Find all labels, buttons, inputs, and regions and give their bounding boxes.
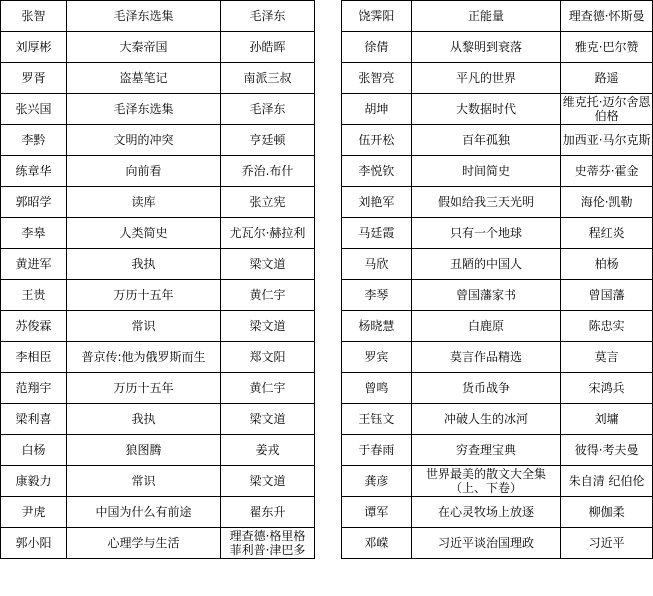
book-title-cell: 万历十五年 xyxy=(67,373,221,404)
table-row xyxy=(342,497,653,528)
book-title-cell: 世界最美的散文大全集（上、下卷） xyxy=(411,466,561,497)
author-cell: 黄仁宇 xyxy=(221,373,315,404)
book-title-cell: 大秦帝国 xyxy=(67,32,221,63)
book-title-cell: 大数据时代 xyxy=(411,94,561,125)
author-cell: 柏杨 xyxy=(561,249,653,280)
reader-name-cell: 罗胥 xyxy=(1,63,67,94)
book-title-cell: 毛泽东选集 xyxy=(67,94,221,125)
reader-name-cell: 刘艳军 xyxy=(342,187,412,218)
author-cell: 海伦·凯勒 xyxy=(561,187,653,218)
reader-name-cell: 罗宾 xyxy=(342,342,412,373)
table-row xyxy=(342,63,653,94)
book-title-cell: 货币战争 xyxy=(411,373,561,404)
reader-name-cell: 李琴 xyxy=(342,280,412,311)
book-title-cell: 从黎明到衰落 xyxy=(411,32,561,63)
table-row xyxy=(1,218,315,249)
reader-name-cell: 李黔 xyxy=(1,125,67,156)
author-cell: 毛泽东 xyxy=(221,1,315,32)
author-cell: 孙皓晖 xyxy=(221,32,315,63)
table-row xyxy=(1,404,315,435)
table-row xyxy=(342,342,653,373)
author-cell: 郑文阳 xyxy=(221,342,315,373)
reader-name-cell: 饶霁阳 xyxy=(342,1,412,32)
book-title-cell: 心理学与生活 xyxy=(67,528,221,559)
table-row xyxy=(342,373,653,404)
author-cell: 亨廷顿 xyxy=(221,125,315,156)
book-title-cell: 狼图腾 xyxy=(67,435,221,466)
book-title-cell: 正能量 xyxy=(411,1,561,32)
author-cell: 刘墉 xyxy=(561,404,653,435)
author-cell: 翟东升 xyxy=(221,497,315,528)
table-row xyxy=(1,32,315,63)
reader-name-cell: 马欣 xyxy=(342,249,412,280)
reader-name-cell: 张兴国 xyxy=(1,94,67,125)
reader-name-cell: 张智 xyxy=(1,1,67,32)
table-row xyxy=(1,466,315,497)
reader-name-cell: 苏俊霖 xyxy=(1,311,67,342)
reader-name-cell: 李悦钦 xyxy=(342,156,412,187)
book-title-cell: 只有一个地球 xyxy=(411,218,561,249)
reader-name-cell: 练章华 xyxy=(1,156,67,187)
author-cell: 朱自清 纪伯伦 xyxy=(561,466,653,497)
book-title-cell: 万历十五年 xyxy=(67,280,221,311)
author-cell: 路遥 xyxy=(561,63,653,94)
author-cell: 程红炎 xyxy=(561,218,653,249)
table-row xyxy=(342,1,653,32)
author-cell: 张立宪 xyxy=(221,187,315,218)
table-row xyxy=(1,156,315,187)
table-row xyxy=(342,404,653,435)
table-row xyxy=(1,497,315,528)
author-cell: 曾国藩 xyxy=(561,280,653,311)
table-row xyxy=(342,218,653,249)
author-cell: 梁文道 xyxy=(221,311,315,342)
table-row xyxy=(342,528,653,559)
reader-name-cell: 王钰文 xyxy=(342,404,412,435)
book-title-cell: 我执 xyxy=(67,404,221,435)
table-row xyxy=(1,373,315,404)
book-title-cell: 莫言作品精选 xyxy=(411,342,561,373)
table-row xyxy=(1,94,315,125)
table-row xyxy=(342,311,653,342)
reader-name-cell: 范翔宇 xyxy=(1,373,67,404)
table-row xyxy=(1,249,315,280)
book-title-cell: 常识 xyxy=(67,466,221,497)
book-title-cell: 常识 xyxy=(67,311,221,342)
table-row xyxy=(342,466,653,497)
author-cell: 彼得·考夫曼 xyxy=(561,435,653,466)
table-row xyxy=(1,280,315,311)
author-cell: 尤瓦尔·赫拉利 xyxy=(221,218,315,249)
reader-name-cell: 张智亮 xyxy=(342,63,412,94)
author-cell: 毛泽东 xyxy=(221,94,315,125)
book-title-cell: 在心灵牧场上放逐 xyxy=(411,497,561,528)
table-row xyxy=(1,125,315,156)
table-row xyxy=(342,280,653,311)
author-cell: 史蒂芬·霍金 xyxy=(561,156,653,187)
author-cell: 理查德·怀斯曼 xyxy=(561,1,653,32)
book-title-cell: 平凡的世界 xyxy=(411,63,561,94)
reader-name-cell: 邓嵘 xyxy=(342,528,412,559)
book-title-cell: 盗墓笔记 xyxy=(67,63,221,94)
table-row xyxy=(1,435,315,466)
table-row xyxy=(342,125,653,156)
author-cell: 理查德·格里格 菲利普·津巴多 xyxy=(221,528,315,559)
book-title-cell: 向前看 xyxy=(67,156,221,187)
author-cell: 乔治.布什 xyxy=(221,156,315,187)
author-cell: 梁文道 xyxy=(221,466,315,497)
reader-name-cell: 曾鸣 xyxy=(342,373,412,404)
table-row xyxy=(342,94,653,125)
book-title-cell: 曾国藩家书 xyxy=(411,280,561,311)
reading-list-table-right xyxy=(341,0,653,559)
reader-name-cell: 黄进军 xyxy=(1,249,67,280)
reader-name-cell: 梁利喜 xyxy=(1,404,67,435)
table-row xyxy=(1,342,315,373)
reader-name-cell: 伍开松 xyxy=(342,125,412,156)
reader-name-cell: 于春雨 xyxy=(342,435,412,466)
reader-name-cell: 龚彦 xyxy=(342,466,412,497)
author-cell: 梁文道 xyxy=(221,404,315,435)
author-cell: 黄仁宇 xyxy=(221,280,315,311)
table-row xyxy=(1,187,315,218)
table-row xyxy=(342,156,653,187)
book-title-cell: 我执 xyxy=(67,249,221,280)
book-title-cell: 读库 xyxy=(67,187,221,218)
author-cell: 柳伽柔 xyxy=(561,497,653,528)
author-cell: 梁文道 xyxy=(221,249,315,280)
reader-name-cell: 马廷霞 xyxy=(342,218,412,249)
author-cell: 南派三叔 xyxy=(221,63,315,94)
book-title-cell: 人类简史 xyxy=(67,218,221,249)
reader-name-cell: 郭小阳 xyxy=(1,528,67,559)
reader-name-cell: 尹虎 xyxy=(1,497,67,528)
reader-name-cell: 刘厚彬 xyxy=(1,32,67,63)
table-row xyxy=(342,435,653,466)
book-title-cell: 冲破人生的冰河 xyxy=(411,404,561,435)
author-cell: 习近平 xyxy=(561,528,653,559)
table-row xyxy=(342,249,653,280)
author-cell: 维克托·迈尔舍恩伯格 xyxy=(562,95,651,123)
author-cell: 姜戎 xyxy=(221,435,315,466)
reader-name-cell: 胡坤 xyxy=(342,94,412,125)
table-row xyxy=(1,1,315,32)
book-title-cell: 假如给我三天光明 xyxy=(411,187,561,218)
book-title-cell: 习近平谈治国理政 xyxy=(411,528,561,559)
table-row xyxy=(342,32,653,63)
book-title-cell: 穷查理宝典 xyxy=(411,435,561,466)
reader-name-cell: 杨晓慧 xyxy=(342,311,412,342)
table-row xyxy=(1,528,315,559)
table-row xyxy=(1,311,315,342)
reader-name-cell: 徐倩 xyxy=(342,32,412,63)
book-title-cell: 百年孤独 xyxy=(411,125,561,156)
reader-name-cell: 康毅力 xyxy=(1,466,67,497)
author-cell: 加西亚·马尔克斯 xyxy=(561,125,653,156)
book-title-cell: 时间简史 xyxy=(411,156,561,187)
book-title-cell: 文明的冲突 xyxy=(67,125,221,156)
reader-name-cell: 李相臣 xyxy=(1,342,67,373)
book-title-cell: 白鹿原 xyxy=(411,311,561,342)
reader-name-cell: 王贵 xyxy=(1,280,67,311)
reader-name-cell: 郭昭学 xyxy=(1,187,67,218)
author-cell: 雅克·巴尔赞 xyxy=(561,32,653,63)
reader-name-cell: 白杨 xyxy=(1,435,67,466)
reader-name-cell: 李皋 xyxy=(1,218,67,249)
table-row xyxy=(342,187,653,218)
author-cell: 陈忠实 xyxy=(561,311,653,342)
book-title-cell: 中国为什么有前途 xyxy=(67,497,221,528)
reader-name-cell: 谭军 xyxy=(342,497,412,528)
book-title-cell: 毛泽东选集 xyxy=(67,1,221,32)
table-row xyxy=(1,63,315,94)
author-cell: 莫言 xyxy=(561,342,653,373)
reading-list-table-left xyxy=(0,0,315,559)
author-cell: 宋鸿兵 xyxy=(561,373,653,404)
book-title-cell: 普京传:他为俄罗斯而生 xyxy=(67,342,221,373)
book-title-cell: 丑陋的中国人 xyxy=(411,249,561,280)
